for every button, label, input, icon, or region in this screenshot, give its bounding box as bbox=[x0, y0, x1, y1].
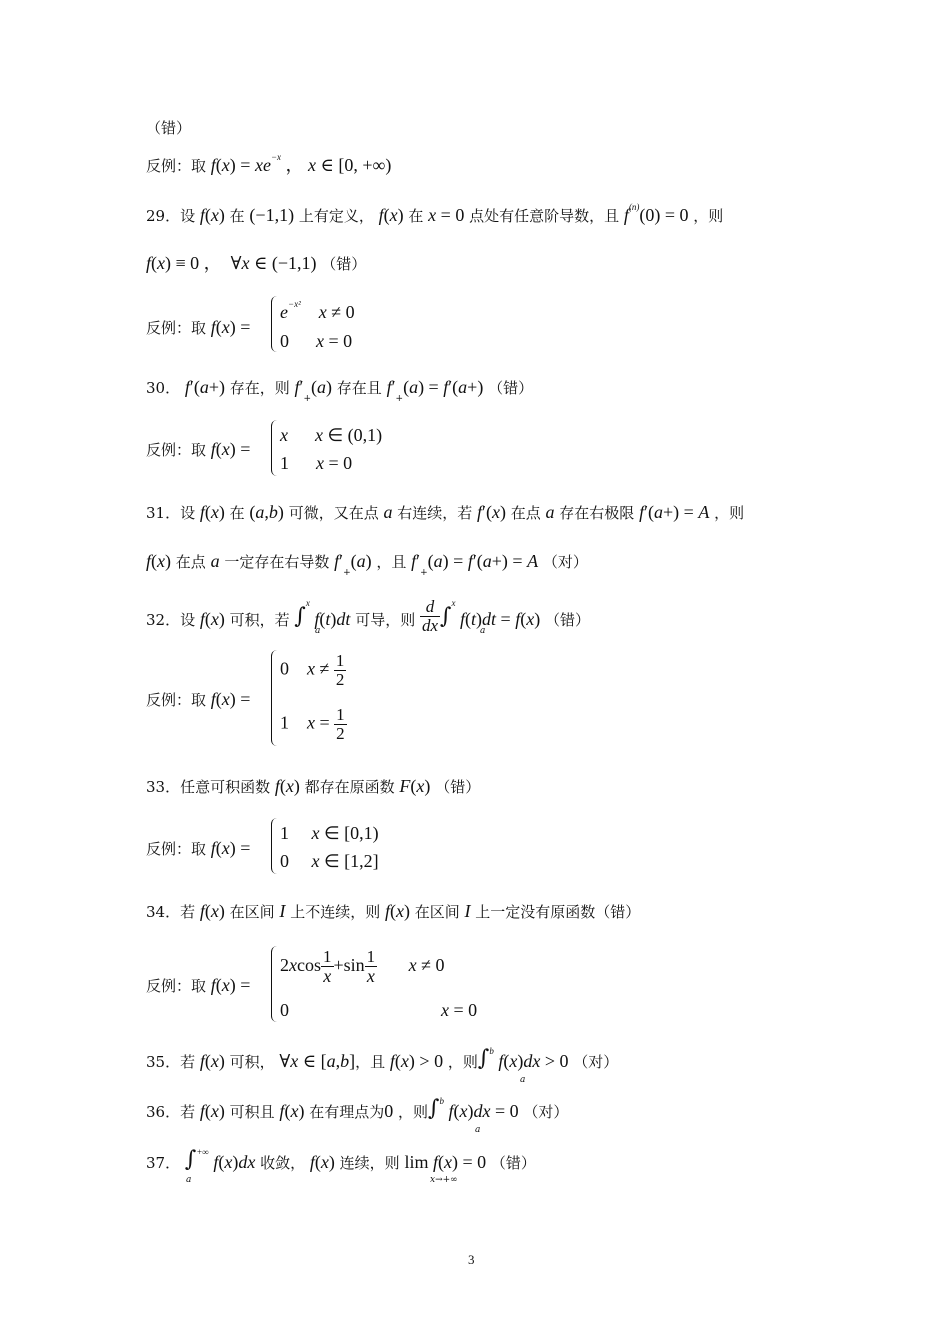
item-35-line: 35．若 f(x) 可积， ∀x ∈ [a,b]，且 f(x) > 0 ，则∫$^b$ f(x)dx > 0 （对） bbox=[146, 1046, 619, 1071]
left-brace bbox=[271, 420, 278, 476]
item-29-counterexample-label: 反例：取 f(x) = bbox=[146, 317, 251, 337]
case-row: 0 x ≠ $\frac{1}{2}$ bbox=[280, 651, 345, 689]
item-34-line: 34．若 f(x) 在区间 I 上不连续，则 f(x) 在区间 I 上一定没有原函数（错） bbox=[146, 901, 641, 921]
left-brace bbox=[271, 818, 278, 874]
item-30-counterexample-label: 反例：取 f(x) = bbox=[146, 439, 251, 459]
case-row: x x ∈ (0,1) bbox=[280, 425, 383, 445]
case-row: $e^{-x^2}$ x ≠ 0 bbox=[280, 299, 355, 322]
case-row: 0 x = 0 bbox=[280, 331, 353, 351]
left-brace bbox=[271, 946, 278, 1022]
item-30-line: 30． f′(a+) 存在，则 $f'_+(a)$ 存在且 $f'_+(a) = f'(a+)$ （错） bbox=[146, 377, 534, 404]
item-36-line: 36．若 f(x) 可积且 f(x) 在有理点为0 ，则∫$^b$ f(x)dx = 0 （对） bbox=[146, 1096, 569, 1121]
item-32-counterexample-label: 反例：取 f(x) = bbox=[146, 689, 251, 709]
limit-subscript: x→+∞ bbox=[430, 1175, 458, 1185]
integral-lower-limit: a bbox=[186, 1175, 192, 1185]
integral-lower-limit: a bbox=[475, 1125, 481, 1135]
case-row: 0 x = 0 bbox=[280, 1000, 478, 1020]
counterexample-line: 反例：取 $f(x) = xe^{-x}$ ， x ∈ [0, +∞) bbox=[146, 152, 392, 175]
integral-lower-limit: a bbox=[315, 626, 321, 636]
item-33-counterexample-label: 反例：取 f(x) = bbox=[146, 838, 251, 858]
case-row: 1 x ∈ [0,1) bbox=[280, 823, 379, 843]
item-34-counterexample-label: 反例：取 f(x) = bbox=[146, 975, 251, 995]
text-line: （错） bbox=[146, 119, 192, 137]
left-brace bbox=[271, 650, 278, 746]
integral-lower-limit: a bbox=[480, 626, 486, 636]
case-row: 1 x = $\frac{1}{2}$ bbox=[280, 705, 345, 743]
item-33-line: 33．任意可积函数 f(x) 都存在原函数 F(x) （错） bbox=[146, 776, 481, 796]
integral-lower-limit: a bbox=[520, 1075, 526, 1085]
item-31-line-2: f(x) 在点 a 一定存在右导数 $f'_+(a)$ ，且 $f'_+(a) = f'(a+) = A$ （对） bbox=[146, 551, 588, 578]
case-row: 2xcos $\frac{1}{x}$ +sin $\frac{1}{x}$ x ≠ 0 bbox=[280, 947, 445, 986]
item-37-line: 37． ∫+∞ f(x)dx 收敛， f(x) 连续，则 lim f(x) = 0 （错） bbox=[146, 1147, 536, 1172]
left-brace bbox=[271, 296, 278, 352]
item-31-line-1: 31．设 f(x) 在 (a,b) 可微，又在点 a 右连续，若 f′(x) 在点 a 存在右极限 f′(a+) = A ，则 bbox=[146, 502, 745, 522]
case-row: 0 x ∈ [1,2] bbox=[280, 851, 379, 871]
page-number: 3 bbox=[468, 1252, 475, 1267]
case-row: 1 x = 0 bbox=[280, 453, 353, 473]
item-29-line-2: f(x) ≡ 0 ， ∀x ∈ (−1,1) （错） bbox=[146, 253, 367, 273]
item-29-line-1: 29．设 f(x) 在 (−1,1) 上有定义， f(x) 在 x = 0 点处有任意阶导数，且 $f^{(n)}(0) = 0$ ，则 bbox=[146, 202, 724, 225]
item-32-line: 32．设 f(x) 可积，若 ∫$^x$ f(t)dt 可导，则 $\frac{d}{dx}$ ∫$^x$ f(t)dt = f(x) （错） bbox=[146, 597, 590, 635]
